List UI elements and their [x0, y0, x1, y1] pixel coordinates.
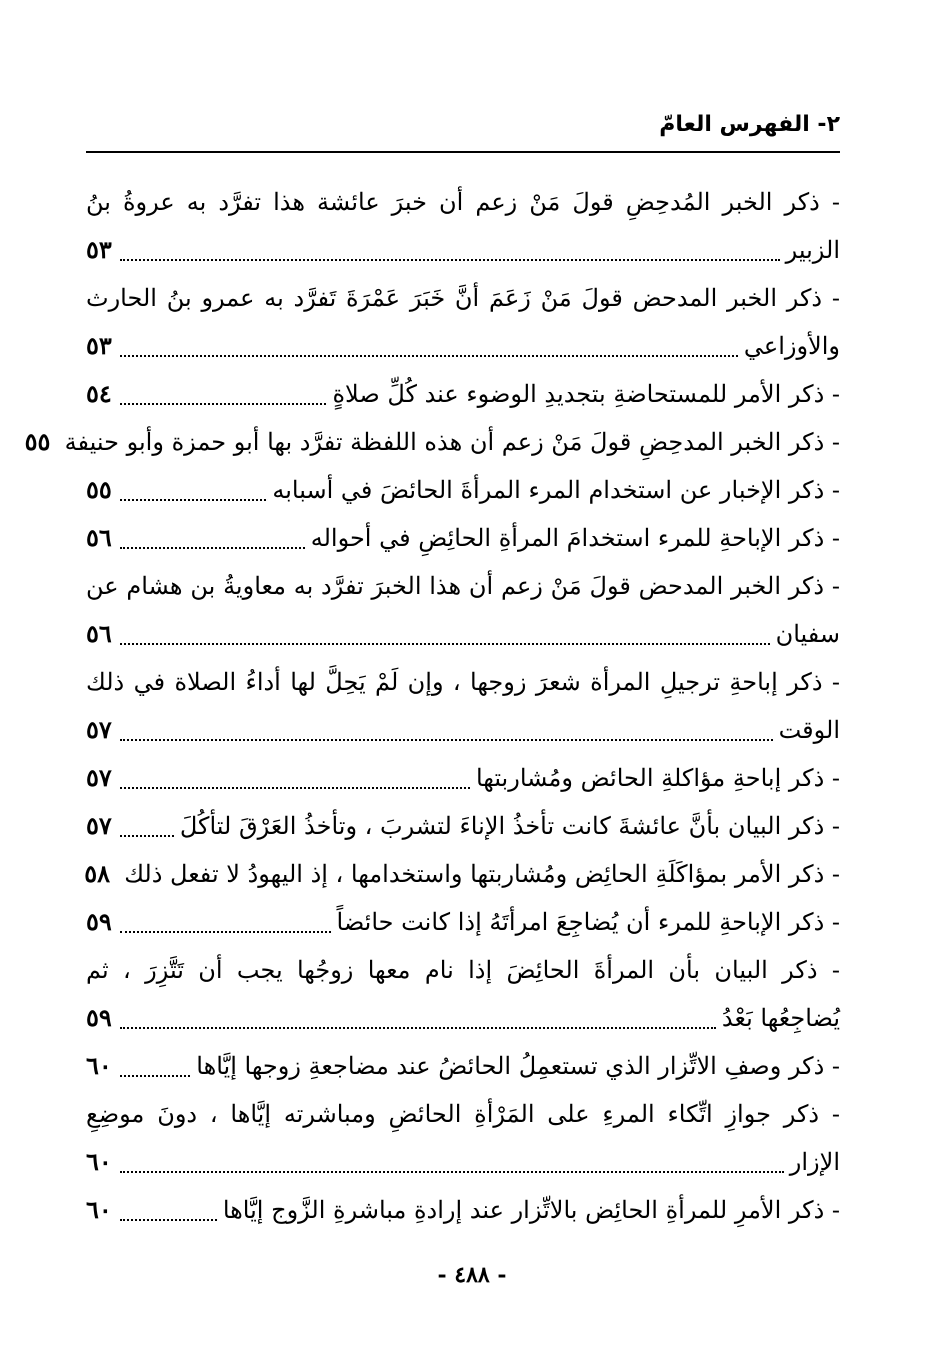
- entry-text-line: - ذكر البيان بأن المرأةَ الحائِضَ إذا نام معها زوجُها يجب أن تَتَّزِرَ ، ثم: [86, 956, 840, 984]
- entry-page-number: ٦٠: [86, 1195, 112, 1224]
- entry-text: - ذكر وصفِ الاتِّزار الذي تستعمِلُ الحائضُ عند مضاجعةِ زوجها إيَّاها: [196, 1052, 840, 1080]
- entry-final-line: [86, 370, 840, 418]
- entry-final-line: [86, 610, 840, 658]
- entry-final-line: [86, 754, 840, 802]
- index-entry: [86, 370, 840, 418]
- entry-page-number: ٥٩: [86, 907, 112, 936]
- entry-final-line: [86, 1138, 840, 1186]
- entry-page-number: ٦٠: [86, 1051, 112, 1080]
- entry-page-number: ٥٦: [86, 619, 112, 648]
- entry-final-line: [86, 466, 840, 514]
- index-entry: [86, 562, 840, 658]
- entry-text: - ذكر الإباحةِ للمرء استخدامَ المرأةِ الحائِضِ في أحواله: [310, 524, 840, 552]
- index-entry: [86, 850, 840, 898]
- entry-page-number: ٥٩: [86, 1003, 112, 1032]
- index-entry: [86, 658, 840, 754]
- entry-final-line: [86, 898, 840, 946]
- entry-page-number: ٥٧: [86, 715, 112, 744]
- running-header: ٢- الفهرس العامّ: [659, 112, 840, 137]
- dot-leader: [120, 1075, 190, 1077]
- index-entry: [86, 754, 840, 802]
- dot-leader: [120, 739, 773, 741]
- entry-text-line: - ذكر جوازِ اتِّكاء المرءِ على المَرْأةِ الحائضِ ومباشرته إيَّاها ، دونَ موضِعِ: [86, 1100, 840, 1128]
- dot-leader: [120, 643, 770, 645]
- entry-page-number: ٥٧: [86, 811, 112, 840]
- entry-text: - ذكر الإخبار عن استخدام المرء المرأةَ الحائضَ في أسبابه: [272, 476, 840, 504]
- index-entry: [86, 802, 840, 850]
- entry-final-line: [86, 1186, 840, 1234]
- dot-leader: [120, 787, 470, 789]
- entry-text: سفيان: [775, 620, 840, 648]
- entry-text: الوقت: [778, 716, 840, 744]
- dot-leader: [120, 1027, 716, 1029]
- entry-text: - ذكر الأمرِ للمرأةِ الحائِض بالاتِّزار عند إرادةِ مباشرةِ الزَّوج إيَّاها: [222, 1196, 840, 1224]
- entry-text: - ذكر الإباحةِ للمرء أن يُضاجِعَ امرأتَهُ إذا كانت حائضاً: [336, 908, 840, 936]
- entry-final-line: [86, 226, 840, 274]
- entry-text: - ذكر الأمر للمستحاضةِ بتجديدِ الوضوء عند كُلِّ صلاةٍ: [332, 380, 840, 408]
- entry-text: - ذكر الخبر المدحِضِ قولَ مَنْ زعم أن هذه اللفظة تفرَّد بها أبو حمزة وأبو حنيفة: [64, 428, 840, 456]
- entry-text: يُضاجِعُها بَعْدُ: [721, 1004, 840, 1032]
- entry-text: - ذكر الأمر بمؤاكَلَةِ الحائِض ومُشاربتها واستخدامها ، إذ اليهودُ لا تفعل ذلك: [124, 860, 840, 888]
- entry-text-line: - ذكر الخبر المدحض قولَ مَنْ زعم أن هذا الخبرَ تفرَّد به معاويةُ بن هشام عن: [86, 572, 840, 600]
- entry-final-line: [86, 850, 840, 898]
- index-entry: [86, 898, 840, 946]
- page-number: - ٤٨٨ -: [437, 1262, 507, 1288]
- dot-leader: [120, 403, 326, 405]
- entry-text-line: - ذكر الخبر المُدحِضِ قولَ مَنْ زعم أن خبرَ عائشة هذا تفرَّد به عروةُ بنُ: [86, 188, 840, 216]
- entry-page-number: ٦٠: [86, 1147, 112, 1176]
- entry-text: الإزار: [789, 1148, 840, 1176]
- dot-leader: [120, 499, 266, 501]
- entry-final-line: [86, 322, 840, 370]
- dot-leader: [120, 835, 174, 837]
- entry-final-line: [86, 994, 840, 1042]
- entry-final-line: [86, 706, 840, 754]
- entry-page-number: ٥٨: [84, 859, 110, 888]
- index-entry: [86, 1186, 840, 1234]
- entry-final-line: [24, 418, 840, 466]
- dot-leader: [120, 1171, 784, 1173]
- entry-final-line: [86, 1042, 840, 1090]
- index-entry: [86, 274, 840, 370]
- dot-leader: [120, 259, 780, 261]
- index-entry: [86, 946, 840, 1042]
- entry-final-line: [86, 514, 840, 562]
- entry-text-line: - ذكر إباحةِ ترجيلِ المرأة شعرَ زوجها ، وإن لَمْ يَحِلَّ لها أداءُ الصلاة في ذلك: [86, 668, 840, 696]
- index-entry: [86, 1090, 840, 1186]
- index-entry: [86, 1042, 840, 1090]
- index-entry: [24, 418, 840, 466]
- entry-final-line: [86, 802, 840, 850]
- dot-leader: [120, 547, 305, 549]
- index-entry: [86, 514, 840, 562]
- entry-page-number: ٥٥: [24, 427, 51, 456]
- entry-page-number: ٥٤: [86, 379, 112, 408]
- entry-text: والأوزاعي: [743, 332, 840, 360]
- entry-page-number: ٥٣: [86, 331, 112, 360]
- header-rule: [86, 151, 840, 153]
- entry-page-number: ٥٦: [86, 523, 112, 552]
- index-entry: [86, 178, 840, 274]
- entry-text: - ذكر إباحةِ مؤاكلةِ الحائض ومُشاربتها: [475, 764, 840, 792]
- dot-leader: [120, 355, 738, 357]
- index-entries: [24, 178, 840, 1234]
- entry-text-line: - ذكر الخبر المدحض قولَ مَنْ زَعَمَ أنَّ خَبَرَ عَمْرَةَ تَفرَّد به عمرو بنُ الحارث: [86, 284, 840, 312]
- dot-leader: [120, 931, 331, 933]
- index-entry: [86, 466, 840, 514]
- entry-page-number: ٥٥: [86, 475, 112, 504]
- entry-text: - ذكر البيان بأنَّ عائشةَ كانت تأخذُ الإناءَ لتشربَ ، وتأخذُ العَرْقَ لتأكُلَ: [179, 812, 840, 840]
- entry-page-number: ٥٣: [86, 235, 112, 264]
- entry-text: الزبير: [785, 236, 840, 264]
- dot-leader: [120, 1219, 217, 1221]
- entry-page-number: ٥٧: [86, 763, 112, 792]
